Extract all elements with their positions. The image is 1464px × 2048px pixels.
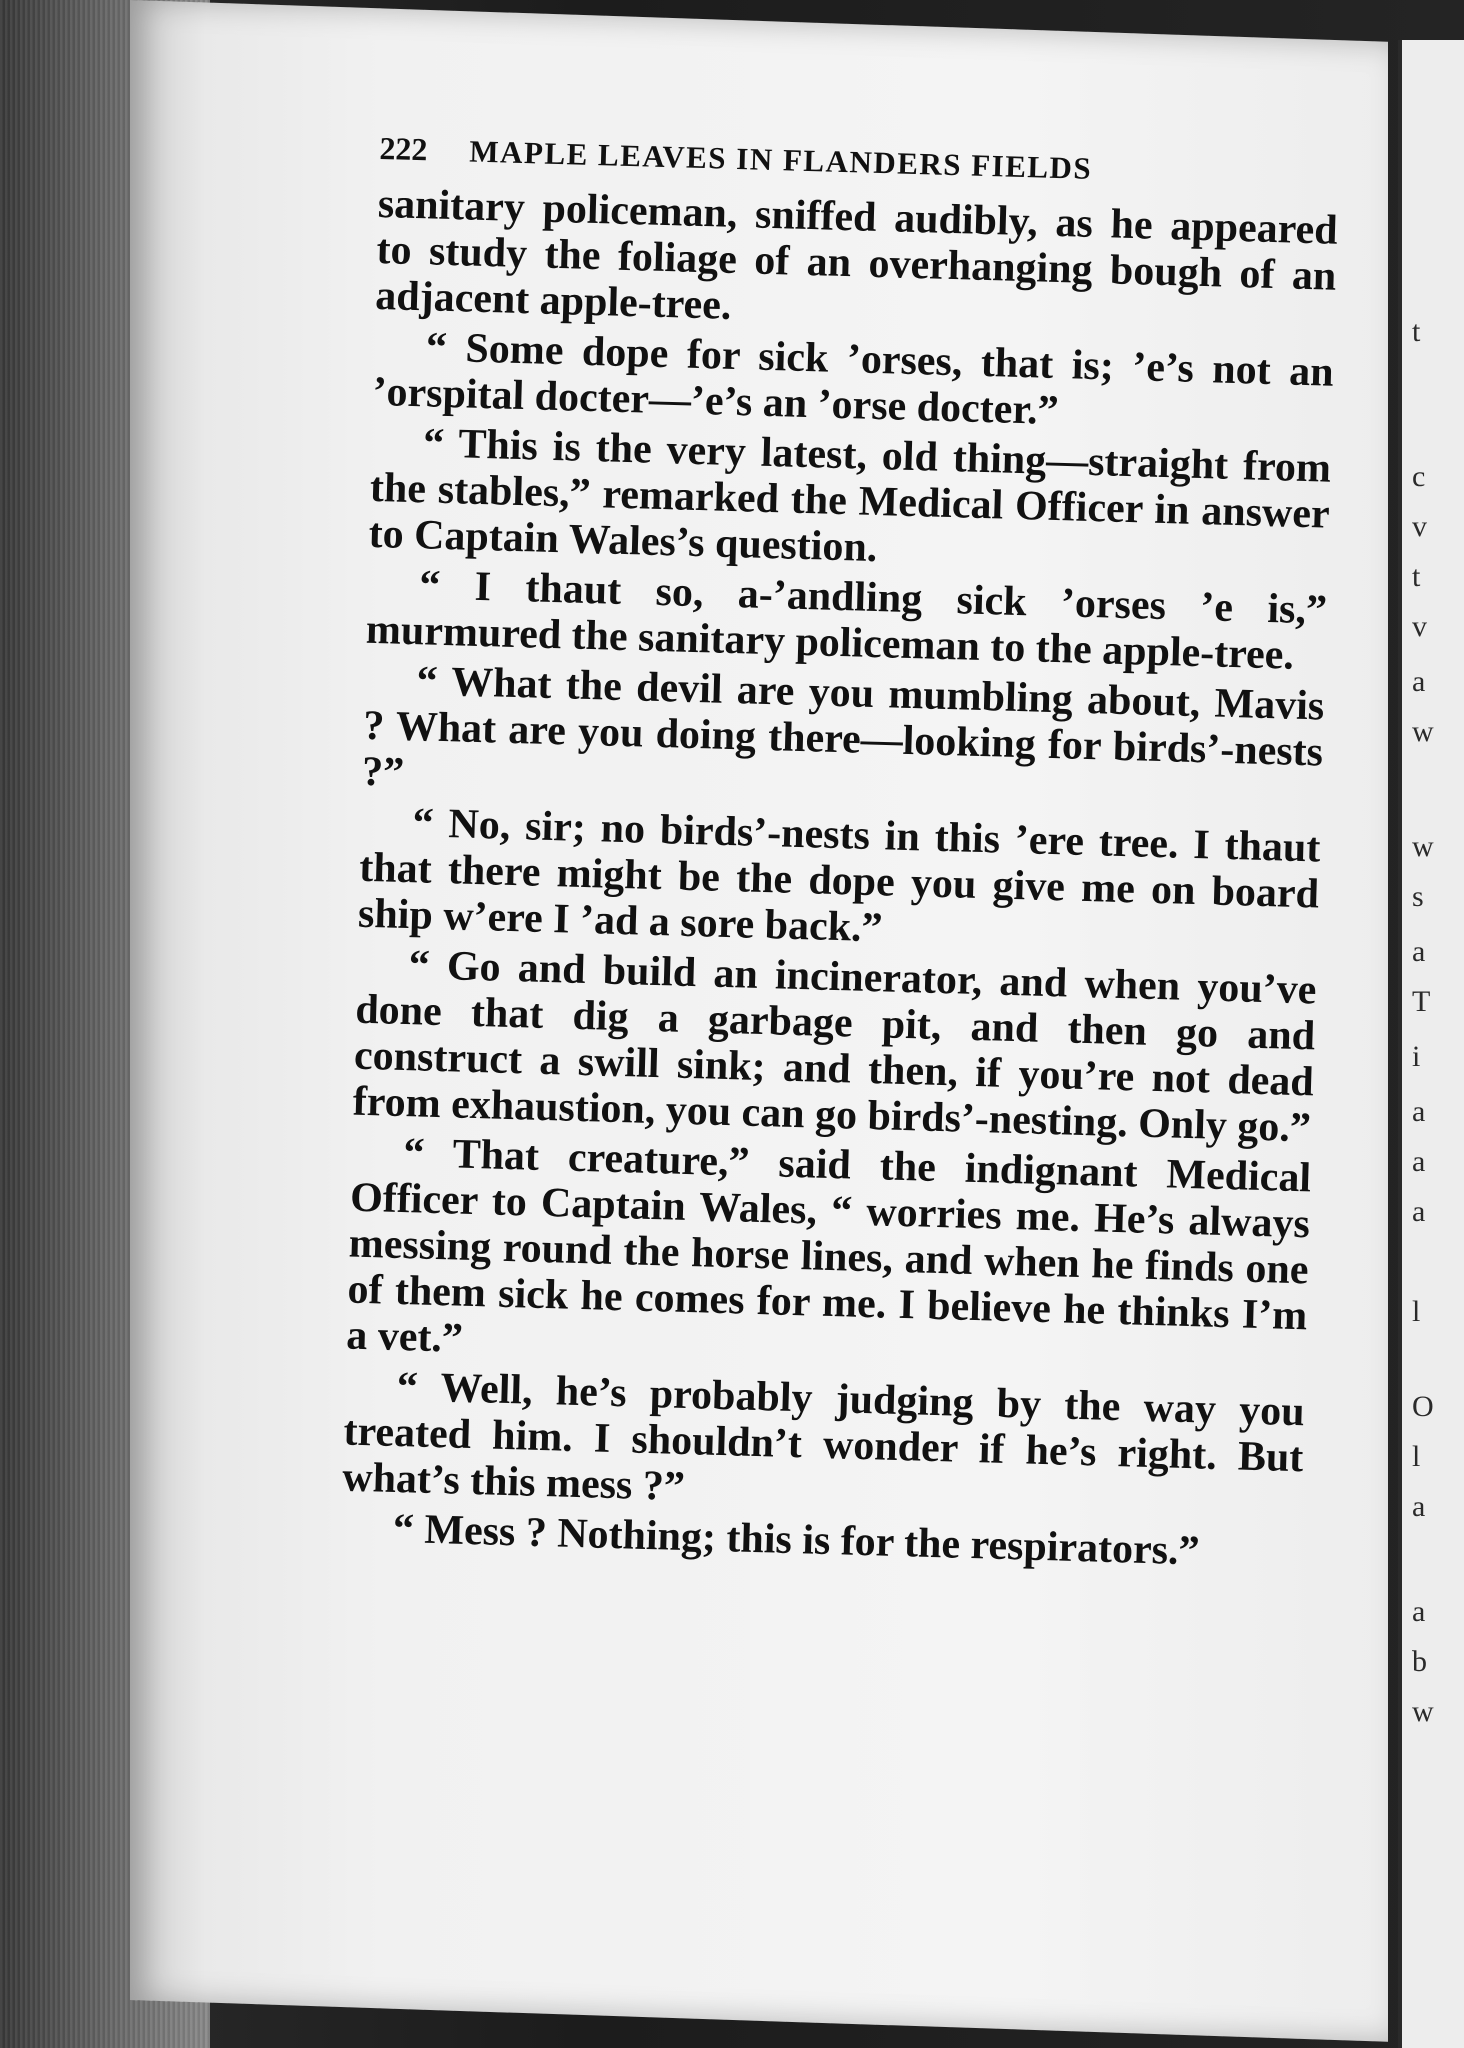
paragraph: “ No, sir; no birds’-nests in this ’ere tree. I thaut that there might be the dope you give me on board ship w’ere I ’ad a sore back.”	[357, 800, 1321, 952]
adjacent-page-fragment: t	[1412, 315, 1421, 348]
adjacent-page-fragment: b	[1412, 1645, 1427, 1678]
adjacent-page-fragment: c	[1412, 460, 1426, 493]
paragraph: “ Some dope for sick ’orses, that is; ’e’s not an ’orspital docter—’e’s an ’orse docter.”	[372, 324, 1335, 435]
adjacent-page-fragment: i	[1412, 1040, 1421, 1073]
adjacent-page-fragment: v	[1412, 610, 1427, 643]
adjacent-page-fragment: t	[1412, 560, 1421, 593]
paragraph: sanitary policeman, sniffed audibly, as he appeared to study the foliage of an overhanging bough of an adjacent apple-tree.	[374, 180, 1339, 329]
paragraph: “ Mess ? Nothing; this is for the respirators.”	[392, 1505, 1201, 1575]
page-number: 222	[378, 130, 428, 168]
adjacent-page-fragment: v	[1412, 510, 1427, 543]
adjacent-page-fragment: a	[1412, 1595, 1426, 1628]
adjacent-page-fragment: w	[1412, 830, 1434, 863]
adjacent-page-fragment: a	[1412, 935, 1426, 968]
adjacent-page-fragment: a	[1412, 1195, 1426, 1228]
adjacent-page-fragment: O	[1412, 1390, 1434, 1423]
paragraph: “ What the devil are you mumbling about, Mavis ? What are you doing there—looking for birds’-nests ?”	[361, 658, 1325, 796]
paragraph: “ Well, he’s probably judging by the way you treated him. I shouldn’t wonder if he’s right. But what’s this mess ?”	[341, 1363, 1306, 1511]
running-title: MAPLE LEAVES IN FLANDERS FIELDS	[468, 133, 1093, 186]
page-content	[340, 130, 1339, 1581]
paragraph: “ This is the very latest, old thing—straight from the stables,” remarked the Medical Officer in answer to Captain Wales’s question.	[368, 420, 1332, 572]
adjacent-page-fragment: T	[1412, 985, 1431, 1018]
paragraph: “ That creature,” said the indignant Medical Officer to Captain Wales, “ worries me. He’s always messing round the horse lines, and when he finds one of them sick he comes for me. I believe he thinks I’m a vet.”	[345, 1130, 1312, 1362]
adjacent-page-fragment: w	[1412, 715, 1434, 748]
adjacent-page-fragment: a	[1412, 1145, 1426, 1178]
adjacent-page-strip	[1398, 40, 1464, 2048]
adjacent-page-fragment: a	[1412, 665, 1426, 698]
adjacent-page-fragment: s	[1412, 880, 1424, 913]
adjacent-page-fragment: l	[1412, 1295, 1421, 1328]
adjacent-page-fragment: w	[1412, 1695, 1434, 1728]
paragraph: “ I thaut so, a-’andling sick ’orses ’e is,” murmured the sanitary policeman to the apple-tree.	[365, 562, 1328, 679]
adjacent-page-fragment: a	[1412, 1490, 1426, 1523]
paragraph: “ Go and build an incinerator, and when you’ve done that dig a garbage pit, and then go and construct a swill sink; and then, if you’re not dead from exhaustion, you can go birds’-nesting. Only go.”	[352, 942, 1317, 1152]
adjacent-page-fragment: l	[1412, 1440, 1421, 1473]
adjacent-page-fragment: a	[1412, 1095, 1426, 1128]
